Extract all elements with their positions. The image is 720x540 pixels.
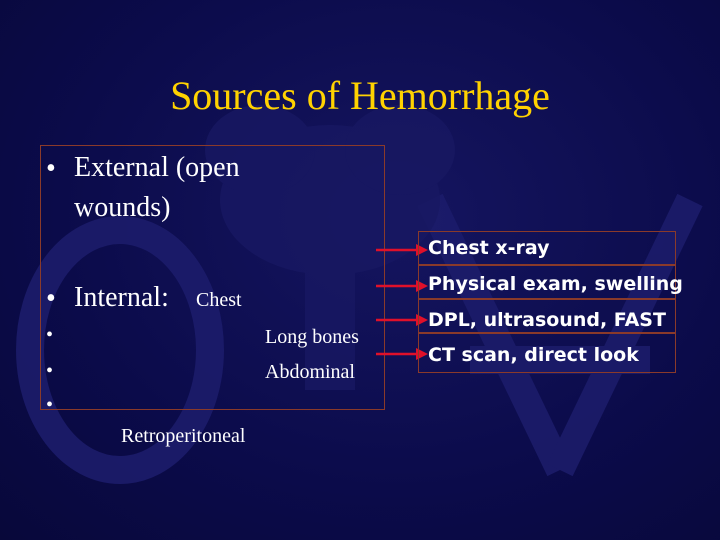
long-bones-text: Long bones	[265, 326, 359, 348]
bullet-marker: •	[46, 153, 56, 184]
bullet-external-line2: wounds)	[74, 192, 171, 223]
diagnostic-dpl-ultrasound: DPL, ultrasound, FAST	[428, 309, 666, 331]
diagnostic-physical-exam: Physical exam, swelling	[428, 273, 683, 295]
diagnostic-ct-scan: CT scan, direct look	[428, 344, 639, 366]
bullet-marker: •	[46, 360, 54, 382]
bullet-marker: •	[46, 324, 54, 346]
abdominal-text: Abdominal	[265, 361, 355, 383]
bullet-internal-label: Internal:	[74, 282, 169, 313]
retroperitoneal-text: Retroperitoneal	[121, 425, 246, 447]
diagnostic-chest-xray: Chest x-ray	[428, 237, 550, 259]
internal-chest-text: Chest	[196, 289, 242, 311]
bullet-marker: •	[46, 394, 54, 416]
slide-title: Sources of Hemorrhage	[170, 73, 550, 118]
bullet-external-line1: External (open	[74, 152, 240, 183]
bullet-marker: •	[46, 283, 56, 314]
